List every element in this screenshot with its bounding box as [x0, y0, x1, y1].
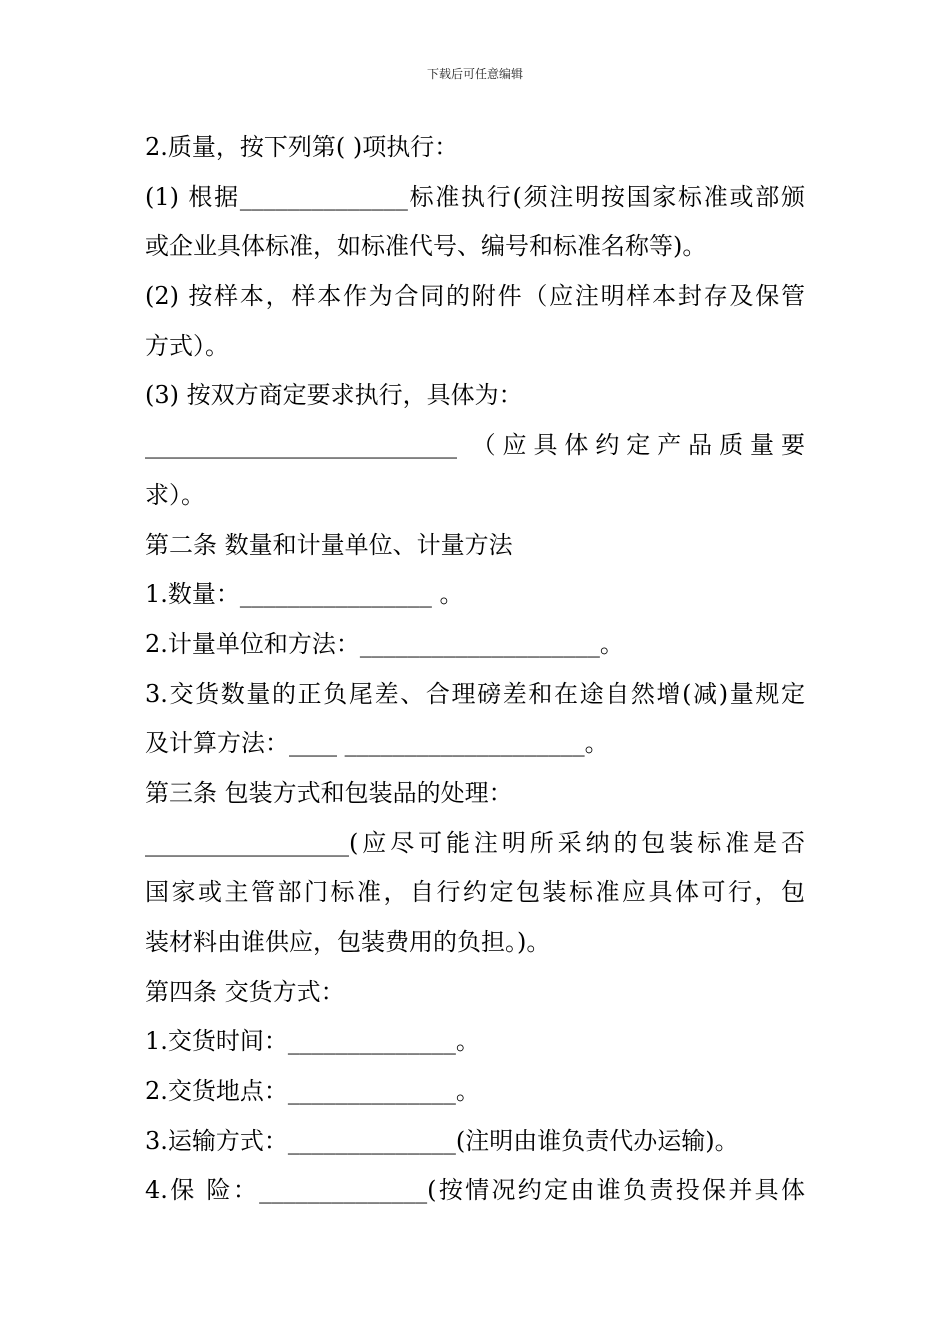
text-line: (2) 按样本，样本作为合同的附件（应注明样本封存及保管: [145, 282, 805, 311]
text-line: 2.交货地点：______________。: [145, 1077, 480, 1106]
section-heading: 第四条 交货方式：: [145, 977, 345, 1006]
text-line: 3.运输方式：______________(注明由谁负责代办运输)。: [145, 1126, 739, 1155]
document-body: [145, 123, 805, 1216]
text-line: 2.计量单位和方法：____________________。: [145, 629, 624, 658]
text-line: 国家或主管部门标准，自行约定包装标准应具体可行，包: [145, 878, 805, 907]
text-line: 或企业具体标准，如标准代号、编号和标准名称等)。: [145, 232, 707, 261]
text-line: __________________________ （应具体约定产品质量要: [145, 431, 805, 460]
text-line: 3.交货数量的正负尾差、合理磅差和在途自然增(减)量规定: [145, 679, 805, 708]
text-line: 装材料由谁供应，包装费用的负担。)。: [145, 928, 551, 956]
text-line: 2.质量，按下列第( )项执行：: [145, 133, 459, 161]
text-line: 求）。: [145, 480, 205, 509]
section-heading: 第三条 包装方式和包装品的处理：: [145, 778, 513, 807]
text-line: (1) 根据______________标准执行(须注明按国家标准或部颁: [145, 182, 805, 211]
text-line: 1.数量：________________ 。: [145, 580, 464, 609]
section-heading: 第二条 数量和计量单位、计量方法: [145, 530, 513, 559]
page-header: 下载后可任意编辑: [426, 67, 523, 81]
text-line: 1.交货时间：______________。: [145, 1027, 480, 1056]
text-line: 4.保 险：______________(按情况约定由谁负责投保并具体: [145, 1176, 805, 1205]
text-line: 方式）。: [145, 331, 229, 360]
text-line: _________________(应尽可能注明所采纳的包装标准是否: [145, 828, 805, 857]
text-line: 及计算方法：____ ____________________。: [145, 729, 609, 758]
text-line: (3) 按双方商定要求执行，具体为：: [145, 381, 523, 410]
